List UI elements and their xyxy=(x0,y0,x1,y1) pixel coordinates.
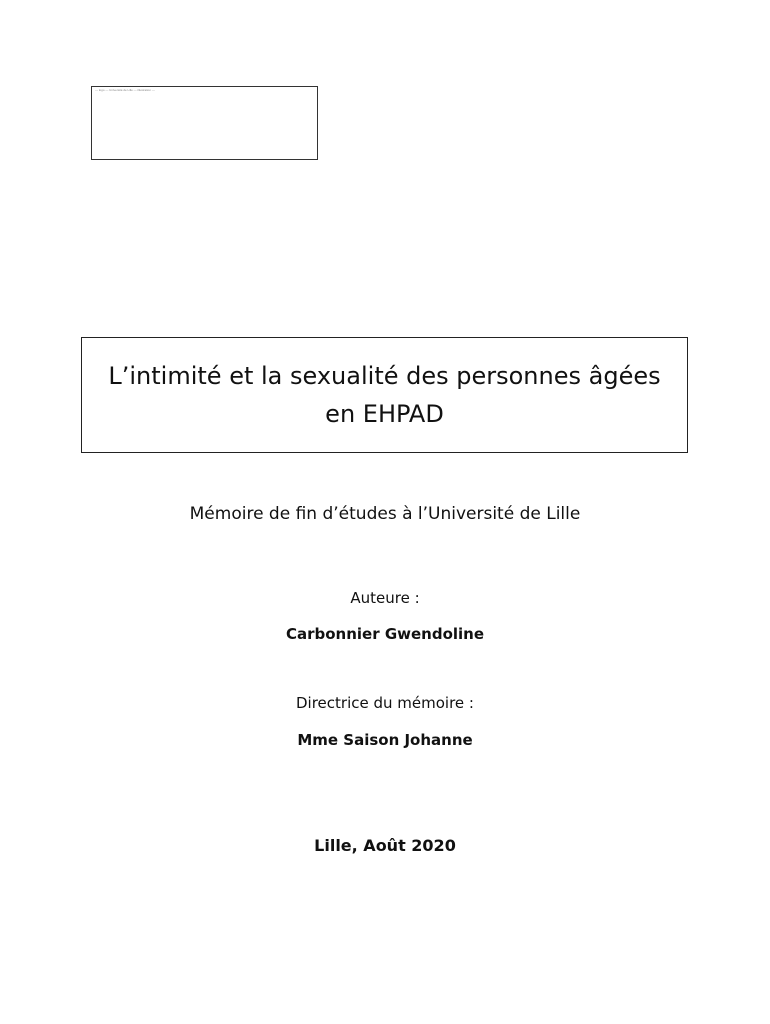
author-label: Auteure : xyxy=(350,589,420,607)
place-and-date: Lille, Août 2020 xyxy=(314,836,456,855)
director-name: Mme Saison Johanne xyxy=(297,731,473,749)
author-name: Carbonnier Gwendoline xyxy=(285,625,485,643)
title-line-2: en EHPAD xyxy=(325,400,444,428)
logo-caption: — logo — Université de Lille — illustration — xyxy=(95,88,155,92)
logo-placeholder xyxy=(91,86,318,160)
document-subtitle: Mémoire de fin d’études à l’Université de Lille xyxy=(189,504,581,524)
title-box xyxy=(81,337,688,453)
document-title xyxy=(90,357,678,433)
title-line-1: L’intimité et la sexualité des personnes âgées xyxy=(108,362,661,390)
director-label: Directrice du mémoire : xyxy=(296,694,474,712)
